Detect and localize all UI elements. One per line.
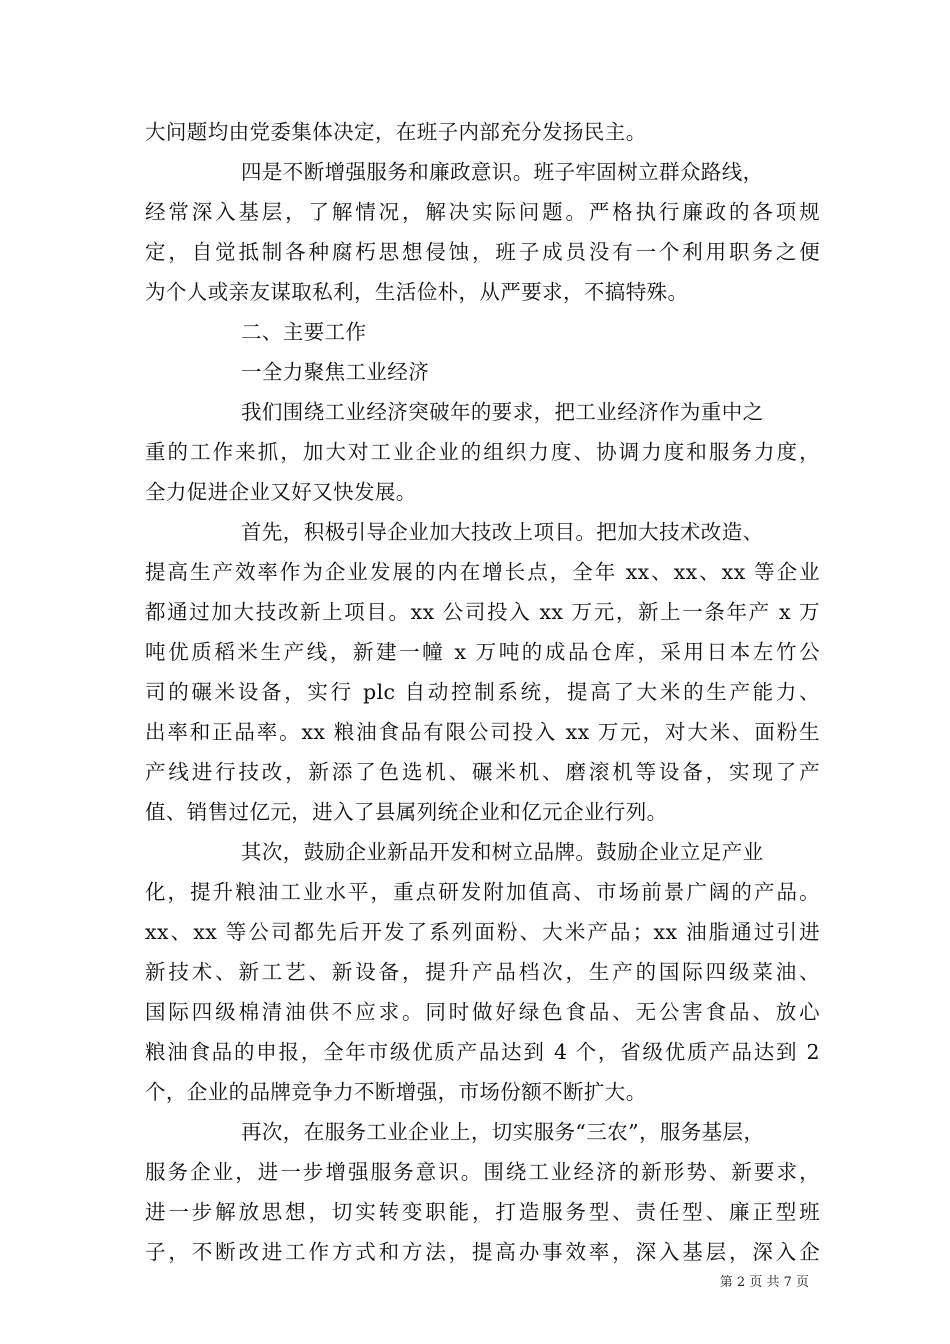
text-line: 服务企业，进一步增强服务意识。围绕工业经济的新形势、新要求， (145, 1160, 820, 1184)
text-line: 经常深入基层，了解情况，解决实际问题。严格执行廉政的各项规 (145, 200, 820, 224)
text-line: 新技术、新工艺、新设备，提升产品档次，生产的国际四级菜油、 (145, 960, 820, 984)
text-line: 值、销售过亿元，进入了县属列统企业和亿元企业行列。 (145, 800, 668, 824)
section-heading: 二、主要工作 (241, 320, 367, 344)
text-line: 全力促进企业又好又快发展。 (145, 480, 417, 504)
text-line: 提高生产效率作为企业发展的内在增长点，全年 xx、xx、xx 等企业 (145, 560, 820, 584)
text-line: 为个人或亲友谋取私利，生活俭朴，从严要求，不搞特殊。 (145, 280, 689, 304)
text-line: 大问题均由党委集体决定，在班子内部充分发扬民主。 (145, 120, 647, 144)
text-line: 定，自觉抵制各种腐朽思想侵蚀，班子成员没有一个利用职务之便 (145, 240, 820, 264)
body-text (145, 112, 820, 1272)
text-line: 进一步解放思想，切实转变职能，打造服务型、责任型、廉正型班 (145, 1200, 820, 1224)
page-number: 第 2 页 共 7 页 (719, 1275, 809, 1290)
text-line: xx、xx 等公司都先后开发了系列面粉、大米产品；xx 油脂通过引进 (145, 920, 820, 944)
paragraph-first-line: 我们围绕工业经济突破年的要求，把工业经济作为重中之 (241, 400, 764, 424)
text-line: 出率和正品率。xx 粮油食品有限公司投入 xx 万元，对大米、面粉生 (145, 720, 820, 744)
text-line: 子，不断改进工作方式和方法，提高办事效率，深入基层，深入企 (145, 1240, 820, 1264)
paragraph-first-line: 首先，积极引导企业加大技改上项目。把加大技术改造、 (241, 520, 764, 544)
text-line: 司的碾米设备，实行 plc 自动控制系统，提高了大米的生产能力、 (145, 680, 820, 704)
text-line: 重的工作来抓，加大对工业企业的组织力度、协调力度和服务力度， (145, 440, 820, 464)
paragraph-first-line: 四是不断增强服务和廉政意识。班子牢固树立群众路线， (241, 160, 764, 184)
text-line: 吨优质稻米生产线，新建一幢 x 万吨的成品仓库，采用日本左竹公 (145, 640, 820, 664)
text-line: 化，提升粮油工业水平，重点研发附加值高、市场前景广阔的产品。 (145, 880, 820, 904)
text-line: 都通过加大技改新上项目。xx 公司投入 xx 万元，新上一条年产 x 万 (145, 600, 820, 624)
paragraph-first-line: 再次，在服务工业企业上，切实服务“三农”，服务基层， (241, 1120, 765, 1144)
text-line: 个，企业的品牌竞争力不断增强，市场份额不断扩大。 (145, 1080, 647, 1104)
paragraph-first-line: 其次，鼓励企业新品开发和树立品牌。鼓励企业立足产业 (241, 840, 764, 864)
text-line: 国际四级棉清油供不应求。同时做好绿色食品、无公害食品、放心 (145, 1000, 820, 1024)
subsection-heading: 一全力聚焦工业经济 (241, 360, 430, 384)
text-line: 粮油食品的申报，全年市级优质产品达到 4 个，省级优质产品达到 2 (145, 1040, 820, 1064)
text-line: 产线进行技改，新添了色选机、碾米机、磨滚机等设备，实现了产 (145, 760, 820, 784)
